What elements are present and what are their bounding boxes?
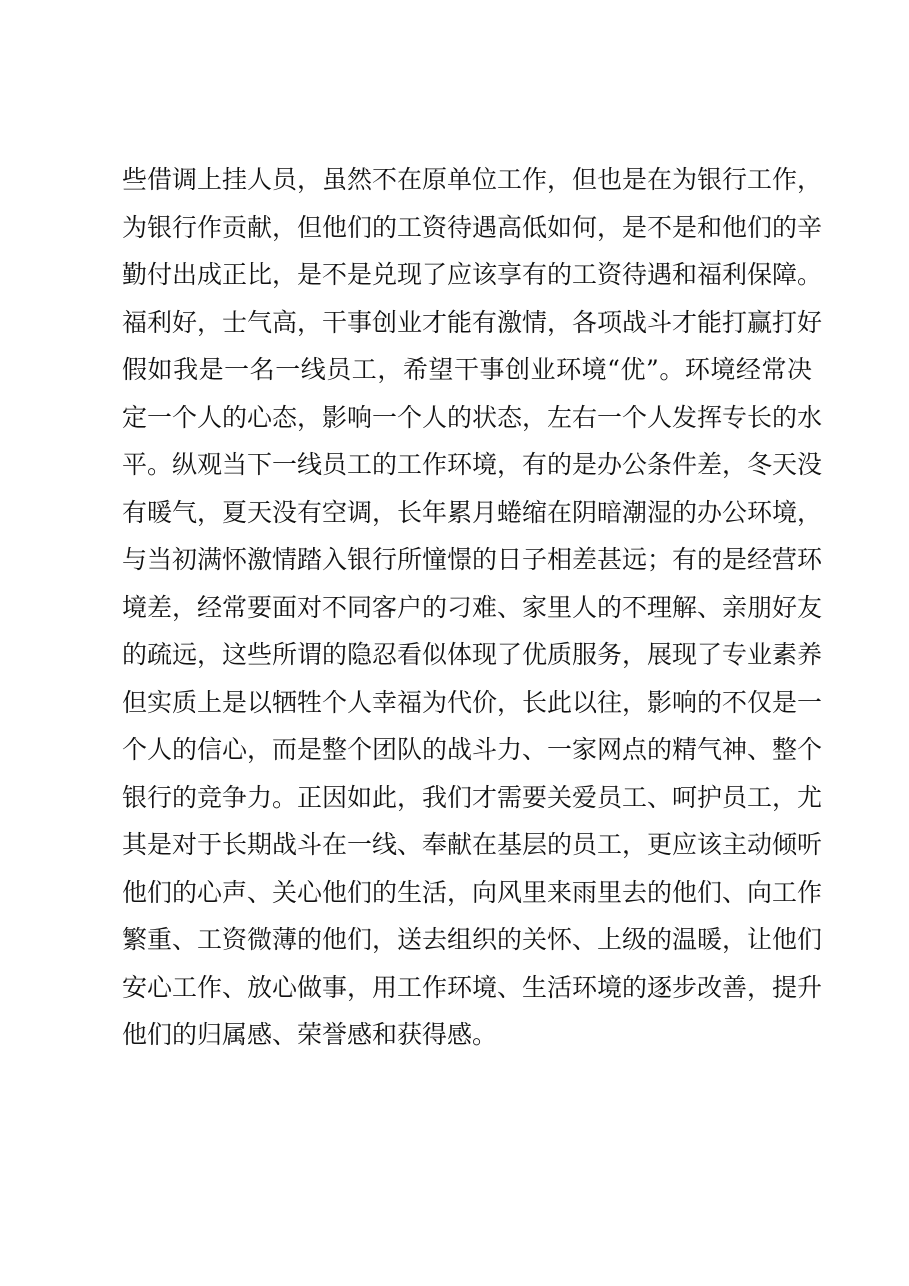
text-line: 银行的竞争力。正因如此，我们才需要关爱员工、呵护员工，尤 [122,782,823,812]
text-line: 假如我是一名一线员工，希望干事创业环境“优”。环境经常决 [122,355,812,384]
text-line: 但实质上是以牺牲个人幸福为代价，长此以往，影响的不仅是一 [122,687,823,717]
text-line: 他们的归属感、荣誉感和获得感。 [122,1020,498,1049]
text-line: 为银行作贡献，但他们的工资待遇高低如何，是不是和他们的辛 [122,212,823,242]
text-line: 些借调上挂人员，虽然不在原单位工作，但也是在为银行工作， [122,165,823,194]
text-line: 繁重、工资微薄的他们，送去组织的关怀、上级的温暖，让他们 [122,925,823,954]
text-line: 的疏远，这些所谓的隐忍看似体现了优质服务，展现了专业素养 [122,640,823,669]
text-line: 有暖气，夏天没有空调，长年累月蜷缩在阴暗潮湿的办公环境， [122,497,823,527]
text-line: 平。纵观当下一线员工的工作环境，有的是办公条件差，冬天没 [122,450,823,479]
text-line: 福利好，士气高，干事创业才能有激情，各项战斗才能打赢打好 [122,307,823,337]
text-line: 境差，经常要面对不同客户的刁难、家里人的不理解、亲朋好友 [122,592,823,622]
text-line: 其是对于长期战斗在一线、奉献在基层的员工，更应该主动倾听 [122,830,823,859]
text-line: 安心工作、放心做事，用工作环境、生活环境的逐步改善，提升 [122,972,823,1002]
text-line: 定一个人的心态，影响一个人的状态，左右一个人发挥专长的水 [122,402,823,432]
text-line: 勤付出成正比，是不是兑现了应该享有的工资待遇和福利保障。 [122,260,823,289]
text-line: 个人的信心，而是整个团队的战斗力、一家网点的精气神、整个 [122,735,823,764]
text-line: 与当初满怀激情踏入银行所憧憬的日子相差甚远；有的是经营环 [122,545,823,574]
text-line: 他们的心声、关心他们的生活，向风里来雨里去的他们、向工作 [122,877,823,907]
body-text [122,156,823,1059]
